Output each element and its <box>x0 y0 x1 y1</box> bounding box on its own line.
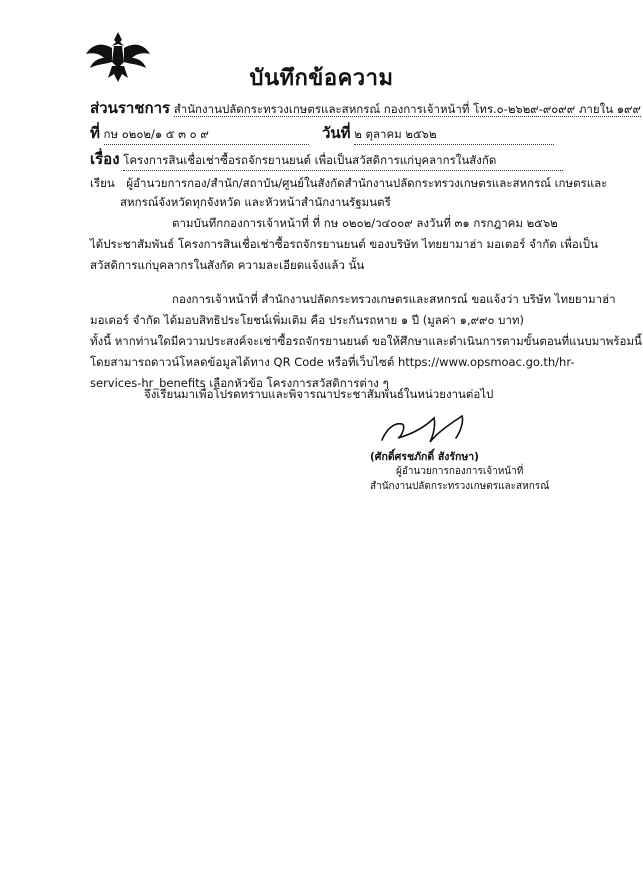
subject-label: เรื่อง <box>90 150 120 168</box>
signer-office: สำนักงานปลัดกระทรวงเกษตรและสหกรณ์ <box>370 481 550 492</box>
date-value: ๒ ตุลาคม ๒๕๖๒ <box>354 126 554 145</box>
signer-position: ผู้อำนวยการกองการเจ้าหน้าที่ <box>396 466 524 477</box>
paragraph-2-line-4: โดยสามารถดาวน์โหลดข้อมูลได้ทาง QR Code หรือที่เว็บไซต์ https://www.opsmoac.go.th/hr- <box>90 355 575 369</box>
handwritten-signature <box>372 408 482 448</box>
subject-value: โครงการสินเชื่อเช่าซื้อรถจักรยานยนต์ เพื่อเป็นสวัสดิการแก่บุคลากรในสังกัด <box>123 152 563 171</box>
date-label: วันที่ <box>322 124 351 142</box>
number-row <box>90 121 309 145</box>
paragraph-3-line-1: จึงเรียนมาเพื่อโปรดทราบและพิจารณาประชาสัมพันธ์ในหน่วยงานต่อไป <box>144 387 494 401</box>
subject-row <box>90 147 563 171</box>
agency-label: ส่วนราชการ <box>90 99 171 117</box>
number-value: กษ ๐๒๐๒/๑ ๕ ๓ ๐ ๙ <box>104 126 309 145</box>
recipient-label: เรียน <box>90 176 115 190</box>
paragraph-1-line-3: สวัสดิการแก่บุคลากรในสังกัด ความละเอียดแจ้งแล้ว นั้น <box>90 258 365 272</box>
paragraph-2-line-2: มอเตอร์ จำกัด ได้มอบสิทธิประโยชน์เพิ่มเติม คือ ประกันรถหาย ๑ ปี (มูลค่า ๑,๙๙๐ บาท) <box>90 313 524 327</box>
number-label: ที่ <box>90 124 100 142</box>
recipient-line-2: สหกรณ์จังหวัดทุกจังหวัด และหัวหน้าสำนักงานรัฐมนตรี <box>120 195 391 209</box>
signer-name: (ศักดิ์ศรชภักดิ์ สังรักษา) <box>370 451 479 463</box>
paragraph-1-line-2: ได้ประชาสัมพันธ์ โครงการสินเชื่อเช่าซื้อรถจักรยานยนต์ ของบริษัท ไทยยามาฮ่า มอเตอร์ จำกัด เพื่อเป็น <box>90 237 598 251</box>
paragraph-2-line-5: services-hr_benefits เลือกหัวข้อ โครงการสวัสดิการต่าง ๆ <box>90 376 389 390</box>
paragraph-2-line-3: ทั้งนี้ หากท่านใดมีความประสงค์จะเช่าซื้อรถจักรยานยนต์ ขอให้ศึกษาและดำเนินการตามขั้นตอนที่แนบมาพร้อมนี้ <box>90 334 642 348</box>
paragraph-2-line-1: กองการเจ้าหน้าที่ สำนักงานปลัดกระทรวงเกษตรและสหกรณ์ ขอแจ้งว่า บริษัท ไทยยามาฮ่า <box>172 292 616 306</box>
memo-title: บันทึกข้อความ <box>249 66 394 91</box>
paragraph-1-line-1: ตามบันทึกกองการเจ้าหน้าที่ ที่ กษ ๐๒๐๒/ว๔๐๐๙ ลงวันที่ ๓๑ กรกฎาคม ๒๕๖๒ <box>172 216 558 230</box>
agency-value: สำนักงานปลัดกระทรวงเกษตรและสหกรณ์ กองการเจ้าหน้าที่ โทร.๐-๒๖๒๙-๙๐๙๙ ภายใน ๑๙๙ <box>173 102 641 116</box>
recipient-row <box>90 175 607 193</box>
agency-row <box>90 96 641 120</box>
date-row <box>322 121 554 145</box>
recipient-line-1: ผู้อำนวยการกอง/สำนัก/สถาบัน/ศูนย์ในสังกัดสำนักงานปลัดกระทรวงเกษตรและสหกรณ์ เกษตรและ <box>126 176 608 190</box>
